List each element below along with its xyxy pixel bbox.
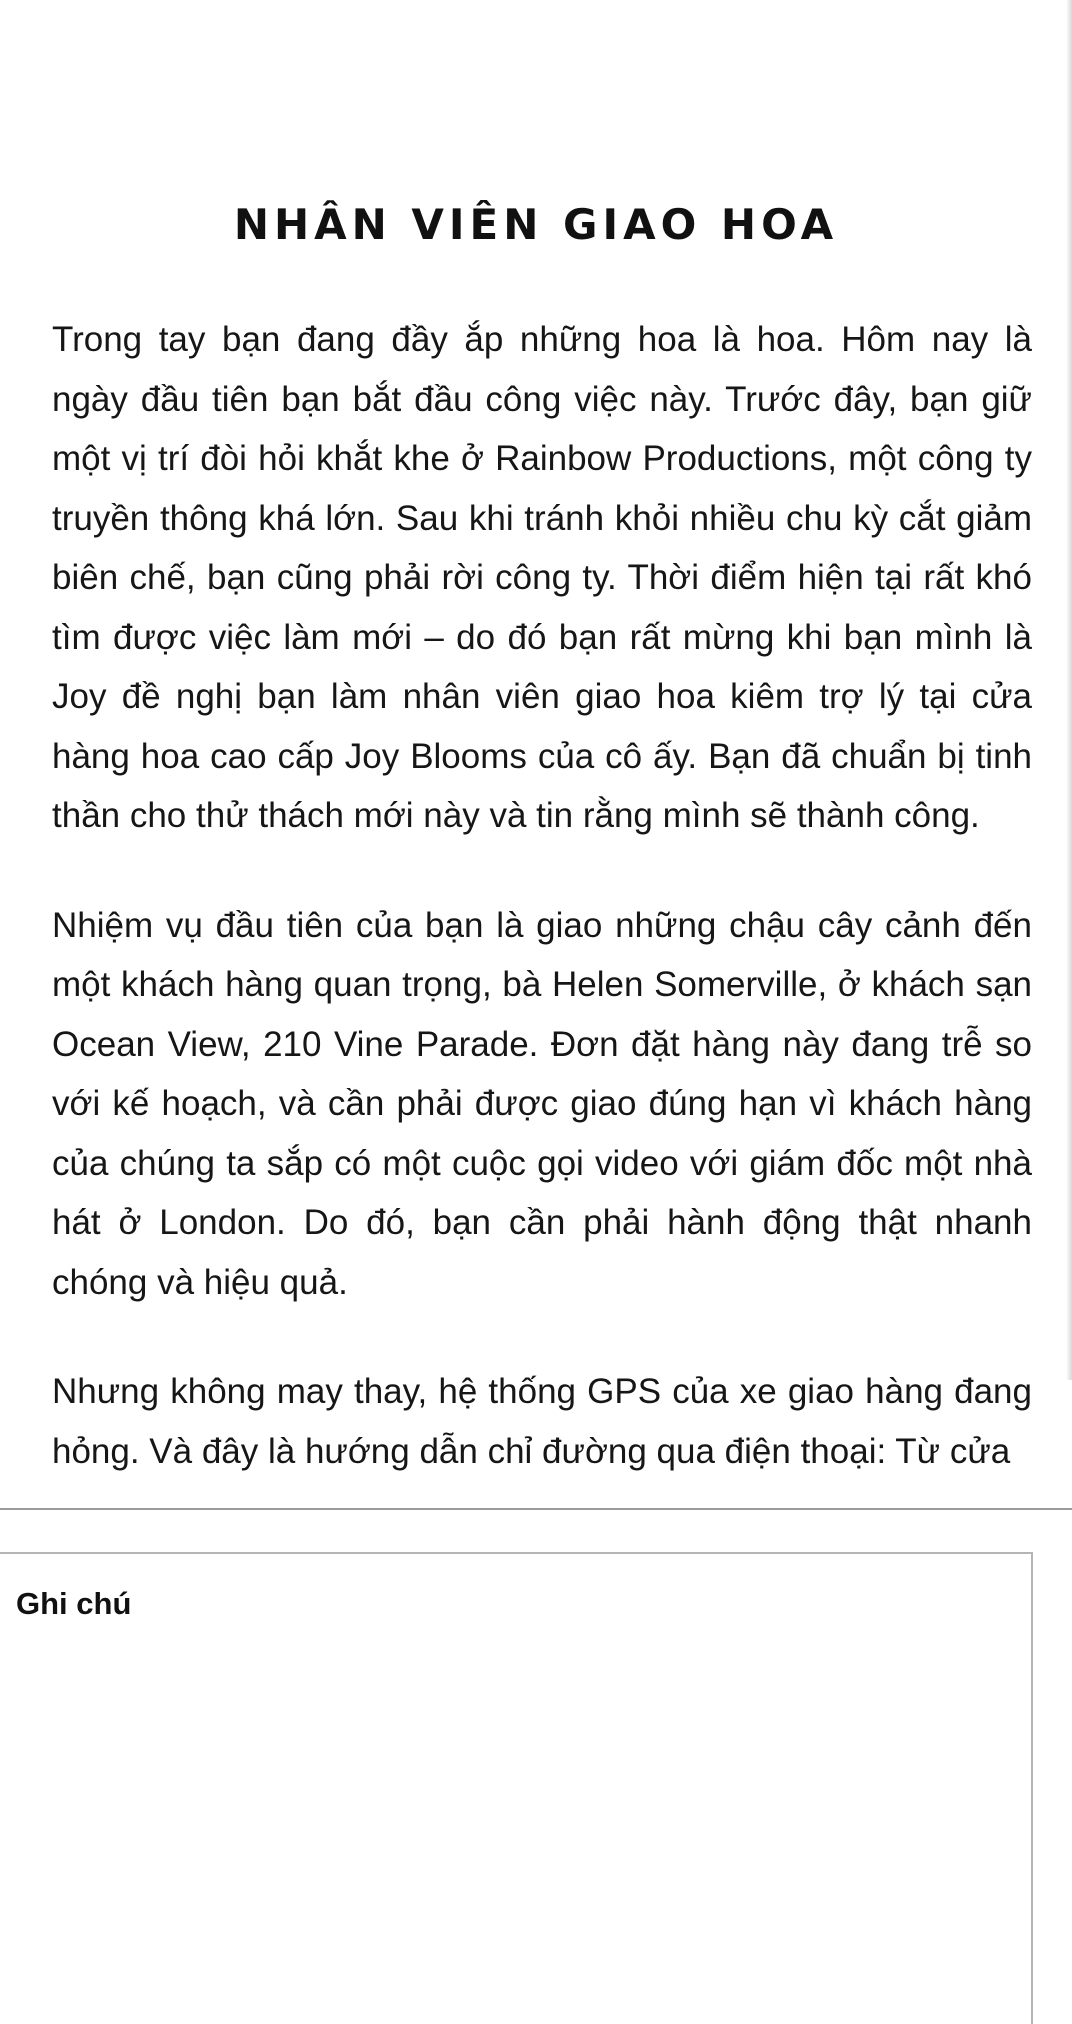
- paragraph-2: Nhiệm vụ đầu tiên của bạn là giao những chậu cây cảnh đến một khách hàng quan trọng, bà Helen Somerville, ở khách sạn Ocean View, 210 Vine Parade. Đơn đặt hàng này đang trễ so với kế hoạch, và cần phải được giao đúng hạn vì khách hàng của chúng ta sắp có một cuộc gọi video với giám đốc một nhà hát ở London. Do đó, bạn cần phải hành động thật nhanh chóng và hiệu quả.: [52, 905, 1032, 1302]
- section-divider: [0, 1508, 1072, 1510]
- paragraph-1: Trong tay bạn đang đầy ắp những hoa là hoa. Hôm nay là ngày đầu tiên bạn bắt đầu công việc này. Trước đây, bạn giữ một vị trí đòi hỏi khắt khe ở Rainbow Productions, một công ty truyền thông khá lớn. Sau khi tránh khỏi nhiều chu kỳ cắt giảm biên chế, bạn cũng phải rời công ty. Thời điểm hiện tại rất khó tìm được việc làm mới – do đó bạn rất mừng khi bạn mình là Joy đề nghị bạn làm nhân viên giao hoa kiêm trợ lý tại cửa hàng hoa cao cấp Joy Blooms của cô ấy. Bạn đã chuẩn bị tinh thần cho thử thách mới này và tin rằng mình sẽ thành công.: [52, 320, 1032, 835]
- paragraph-3: Nhưng không may thay, hệ thống GPS của xe giao hàng đang hỏng. Và đây là hướng dẫn chỉ đường qua điện thoại: Từ cửa: [52, 1372, 1032, 1471]
- page-title: NHÂN VIÊN GIAO HOA: [233, 200, 839, 249]
- story-text: [52, 310, 1032, 1481]
- notes-box: [0, 1552, 1033, 2024]
- notes-label: Ghi chú: [16, 1586, 132, 1621]
